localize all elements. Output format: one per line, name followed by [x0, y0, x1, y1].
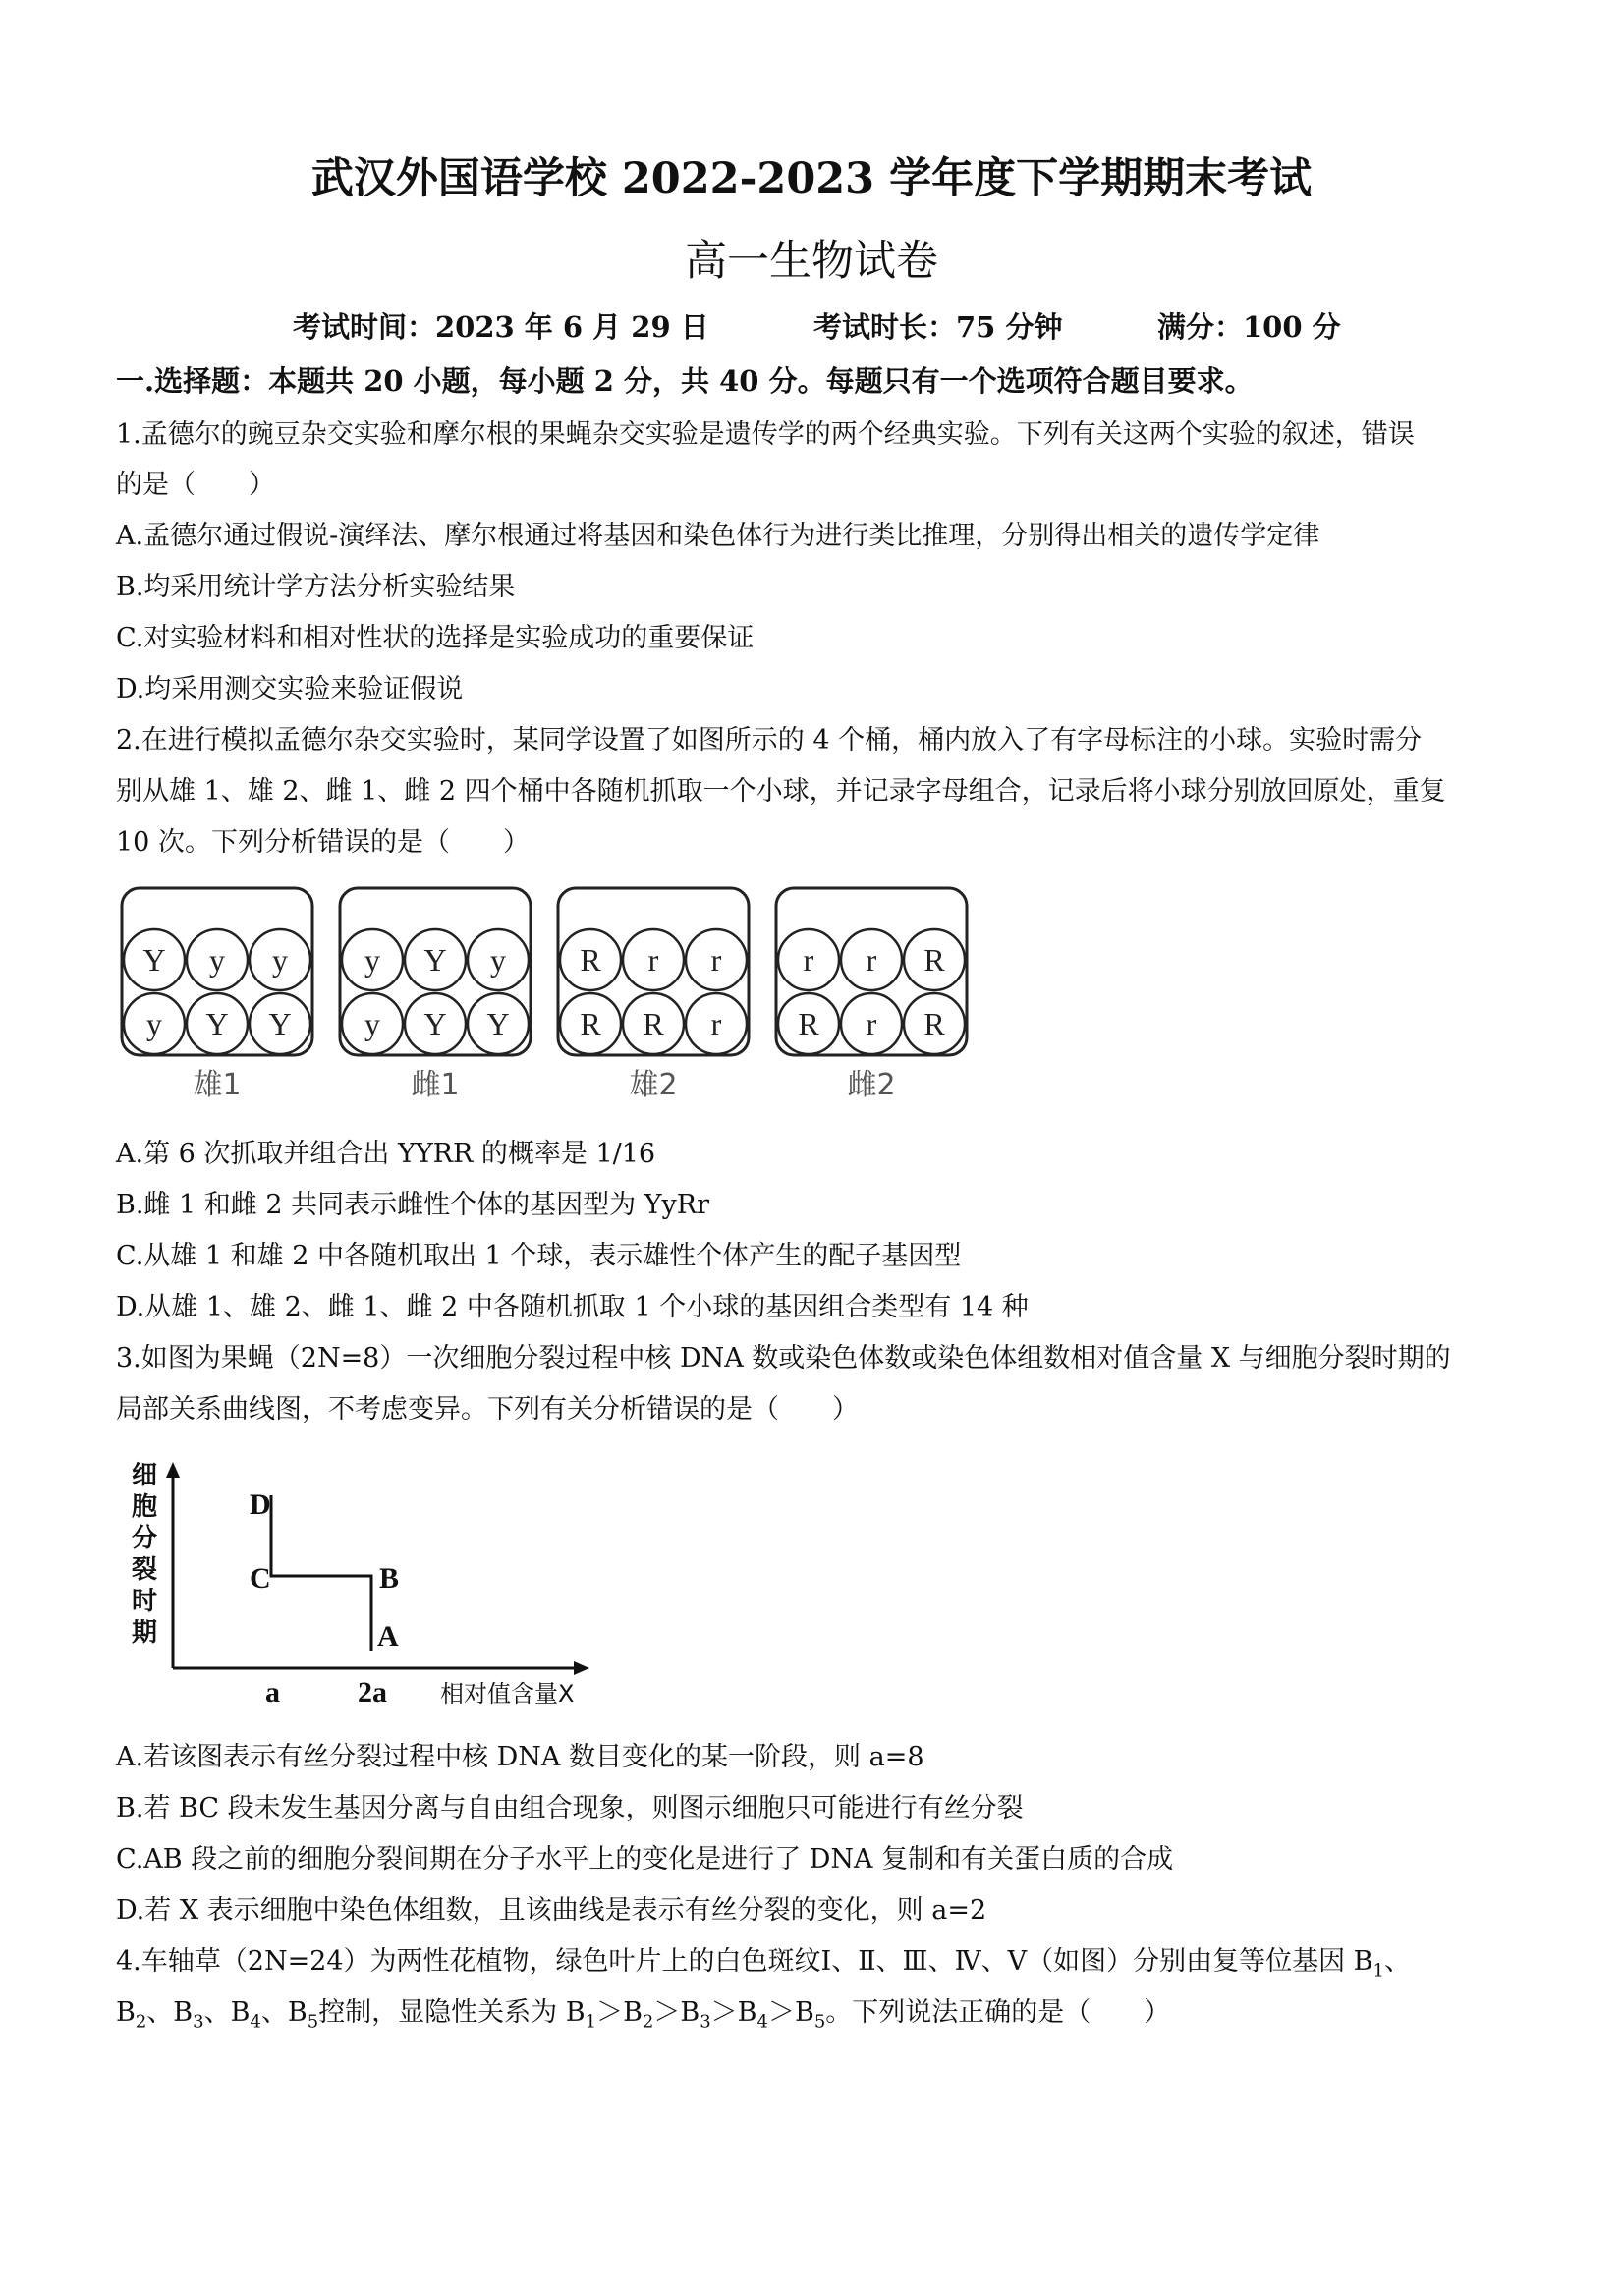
ball-letter: Y: [423, 942, 447, 978]
ball-letter: R: [580, 942, 601, 978]
ball-letter: R: [643, 1006, 664, 1041]
ylabel-char-1: 细: [132, 1461, 158, 1489]
exam-duration: 考试时长：75 分钟: [813, 310, 1063, 344]
ball-letter: R: [923, 942, 945, 978]
x-axis-label: 相对值含量X: [440, 1680, 575, 1708]
q2-option-c: C.从雄 1 和雄 2 中各随机取出 1 个球，表示雄性个体产生的配子基因型: [116, 1241, 962, 1271]
q4-part: 、B: [146, 1997, 194, 2028]
q4-part: 、B: [203, 1997, 251, 2028]
q4-part: B: [116, 1997, 136, 2028]
ball-letter: y: [490, 942, 506, 978]
point-c-label: C: [250, 1562, 271, 1595]
ball-letter: r: [803, 942, 814, 978]
q4-sub: 2: [135, 2011, 147, 2033]
q1-option-a: A.孟德尔通过假说-演绎法、摩尔根通过将基因和染色体行为进行类比推理，分别得出相关的遗传学定律: [116, 521, 1320, 551]
ball-letter: Y: [268, 1006, 292, 1041]
q4-part: ＞B: [596, 1997, 643, 2028]
bucket-figure: [118, 884, 992, 1110]
q2-option-d: D.从雄 1、雄 2、雌 1、雌 2 中各随机抓取 1 个小球的基因组合类型有 14 种: [116, 1292, 1029, 1322]
bucket-3: [558, 888, 749, 1102]
ylabel-char-5: 时: [132, 1587, 158, 1615]
point-d-label: D: [250, 1488, 271, 1521]
q3-stem-line2: 局部关系曲线图，不考虑变异。下列有关分析错误的是（ ）: [116, 1394, 859, 1425]
ball-letter: r: [647, 942, 659, 978]
q2-option-b: B.雌 1 和雌 2 共同表示雌性个体的基因型为 YyRr: [116, 1190, 710, 1220]
ball-letter: Y: [423, 1006, 447, 1041]
q1-option-d: D.均采用测交实验来验证假说: [116, 674, 464, 704]
ball-letter: Y: [142, 942, 166, 978]
q4-part: 控制，显隐性关系为 B: [318, 1997, 586, 2028]
ball-letter: y: [364, 1006, 380, 1041]
q4-sub: 2: [642, 2011, 654, 2033]
q4-part: ＞B: [767, 1997, 814, 2028]
q4-stem-line1-end: 、: [1383, 1946, 1411, 1977]
bucket-2: [340, 888, 531, 1102]
exam-time: 考试时间：2023 年 6 月 29 日: [293, 310, 709, 344]
ball-letter: Y: [205, 1006, 229, 1041]
point-b-label: B: [379, 1562, 400, 1595]
ball-letter: r: [866, 942, 877, 978]
ball-letter: R: [923, 1006, 945, 1041]
ylabel-char-2: 胞: [132, 1492, 158, 1521]
q4-part: 。下列说法正确的是（ ）: [825, 1997, 1171, 2028]
q4-sub: 3: [700, 2011, 711, 2033]
ball-letter: R: [580, 1006, 601, 1041]
q4-sub: 4: [756, 2011, 768, 2033]
q4-part: ＞B: [710, 1997, 757, 2028]
ball-letter: y: [364, 942, 380, 978]
ball-letter: r: [710, 942, 722, 978]
q4-sub-1: 1: [1372, 1960, 1384, 1982]
ylabel-char-6: 期: [132, 1618, 158, 1647]
ball-letter: r: [710, 1006, 722, 1041]
full-score: 满分：100 分: [1157, 310, 1341, 344]
bucket-label: 雄2: [629, 1068, 678, 1102]
q2-stem-line1: 2.在进行模拟孟德尔杂交实验时，某同学设置了如图所示的 4 个桶，桶内放入了有字母标注的小球。实验时需分: [116, 725, 1423, 756]
y-axis-arrow: [166, 1462, 180, 1478]
ball-letter: R: [798, 1006, 819, 1041]
q4-sub: 1: [585, 2011, 597, 2033]
q3-option-c: C.AB 段之前的细胞分裂间期在分子水平上的变化是进行了 DNA 复制和有关蛋白质的合成: [116, 1844, 1174, 1875]
q1-option-b: B.均采用统计学方法分析实验结果: [116, 572, 516, 602]
q1-stem-line2: 的是（ ）: [116, 470, 275, 500]
curve-line: [271, 1495, 371, 1651]
q3-stem-line1: 3.如图为果蝇（2N=8）一次细胞分裂过程中核 DNA 数或染色体数或染色体组数相对值含量 X 与细胞分裂时期的: [116, 1343, 1451, 1373]
x-axis-arrow: [574, 1661, 589, 1675]
ylabel-char-4: 裂: [132, 1555, 158, 1584]
q3-option-d: D.若 X 表示细胞中染色体组数，且该曲线是表示有丝分裂的变化，则 a=2: [116, 1895, 987, 1926]
ball-letter: Y: [486, 1006, 510, 1041]
exam-title: 武汉外国语学校 2022-2023 学年度下学期期末考试: [310, 154, 1313, 203]
exam-subtitle: 高一生物试卷: [685, 237, 938, 286]
ball-letter: y: [272, 942, 288, 978]
bucket-label: 雌1: [411, 1068, 460, 1102]
q4-sub: 5: [813, 2011, 826, 2033]
section-heading: 一.选择题：本题共 20 小题，每小题 2 分，共 40 分。每题只有一个选项符合题目要求。: [116, 364, 1254, 398]
bucket-4: [776, 888, 967, 1102]
q4-part: ＞B: [653, 1997, 700, 2028]
q1-stem-line1: 1.孟德尔的豌豆杂交实验和摩尔根的果蝇杂交实验是遗传学的两个经典实验。下列有关这两个实验的叙述，错误: [116, 420, 1415, 450]
ball-letter: y: [209, 942, 225, 978]
ball-letter: y: [146, 1006, 162, 1041]
bucket-label: 雌2: [847, 1068, 896, 1102]
q2-option-a: A.第 6 次抓取并组合出 YYRR 的概率是 1/16: [116, 1139, 656, 1169]
ball-letter: r: [866, 1006, 877, 1041]
point-a-label: A: [377, 1620, 399, 1652]
q4-sub: 3: [193, 2011, 204, 2033]
q4-stem-line1-text: 4.车轴草（2N=24）为两性花植物，绿色叶片上的白色斑纹Ⅰ、Ⅱ、Ⅲ、Ⅳ、Ⅴ（如图）分别由复等位基因 B: [116, 1946, 1373, 1977]
cell-division-graph: [118, 1454, 609, 1709]
xtick-a: a: [265, 1676, 280, 1708]
q4-stem-line2: [116, 1990, 1170, 2032]
q4-sub: 4: [250, 2011, 261, 2033]
q2-stem-line2: 别从雄 1、雄 2、雌 1、雌 2 四个桶中各随机抓取一个小球，并记录字母组合，记录后将小球分别放回原处，重复: [116, 776, 1446, 807]
ylabel-char-3: 分: [132, 1524, 158, 1552]
q4-sub: 5: [307, 2011, 319, 2033]
q4-stem-line1: [116, 1939, 1411, 1981]
q3-option-a: A.若该图表示有丝分裂过程中核 DNA 数目变化的某一阶段，则 a=8: [116, 1742, 924, 1772]
bucket-label: 雄1: [193, 1068, 242, 1102]
bucket-1: [122, 888, 312, 1102]
xtick-2a: 2a: [358, 1676, 387, 1708]
q2-stem-line3: 10 次。下列分析错误的是（ ）: [116, 827, 530, 858]
q3-option-b: B.若 BC 段未发生基因分离与自由组合现象，则图示细胞只可能进行有丝分裂: [116, 1793, 1024, 1823]
q1-option-c: C.对实验材料和相对性状的选择是实验成功的重要保证: [116, 623, 755, 653]
q4-part: 、B: [260, 1997, 308, 2028]
